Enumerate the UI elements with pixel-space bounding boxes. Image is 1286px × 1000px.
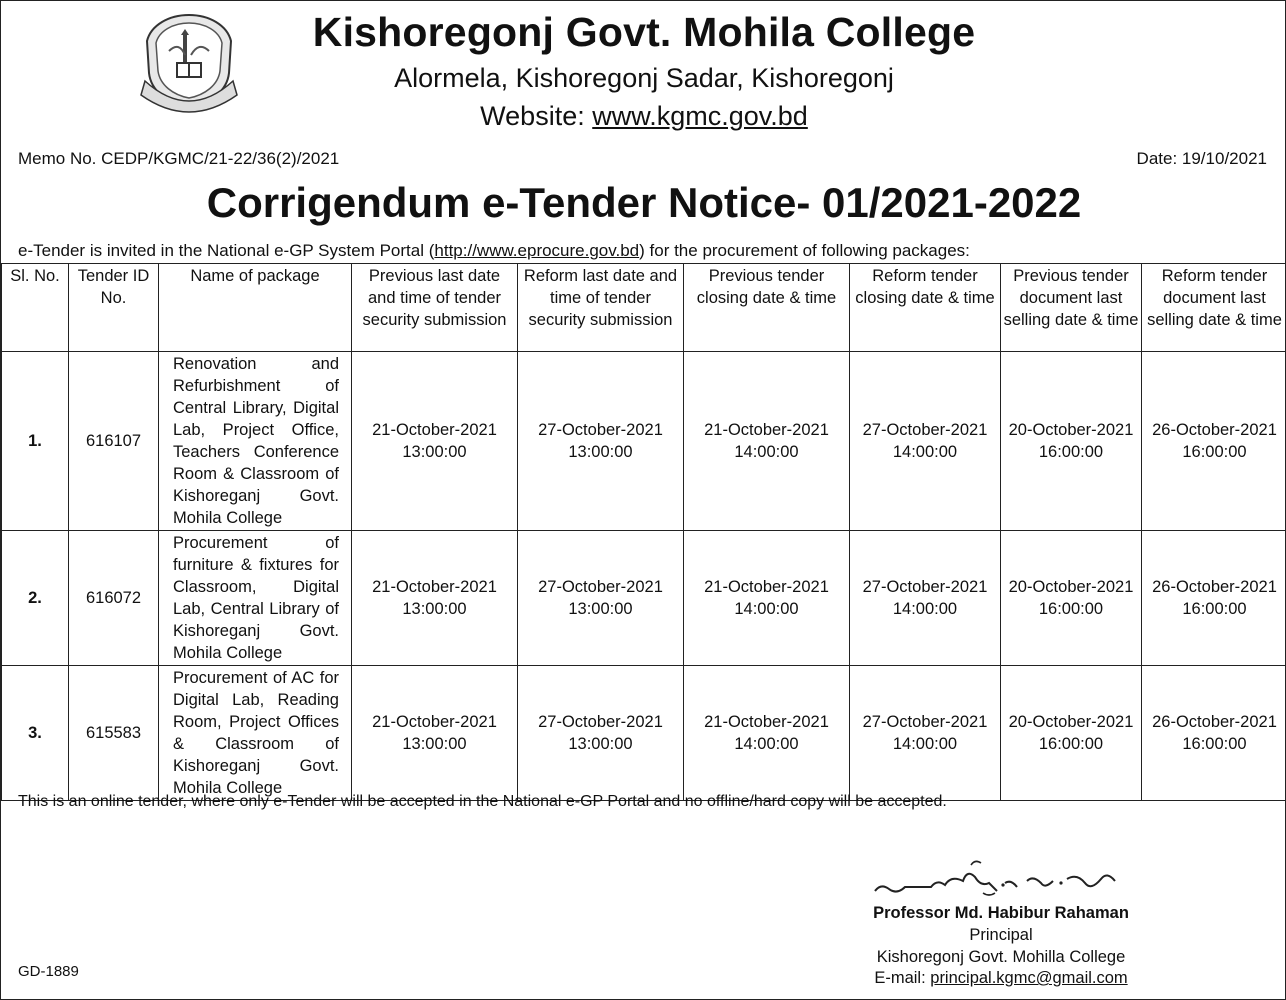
cell-time: 14:00:00 [892, 443, 958, 461]
row-tender-id: 615583 [69, 666, 159, 801]
row-sl: 3. [2, 666, 69, 801]
header-reform-security: Reform last date and time of tender security submission [518, 264, 684, 352]
cell-date: 27-October-2021 [538, 421, 663, 439]
cell-date: 21-October-2021 [704, 713, 829, 731]
cell-time: 14:00:00 [892, 600, 958, 618]
row-reform-selling [1142, 531, 1286, 666]
cell-date: 21-October-2021 [704, 421, 829, 439]
cell-date: 20-October-2021 [1008, 421, 1134, 439]
row-prev-security [352, 531, 518, 666]
website-link[interactable]: www.kgmc.gov.bd [592, 101, 808, 131]
row-reform-selling [1142, 352, 1286, 531]
signatory-name: Professor Md. Habibur Rahaman [873, 904, 1129, 922]
row-prev-selling [1001, 666, 1142, 801]
cell-date: 27-October-2021 [862, 421, 988, 439]
intro-before: e-Tender is invited in the National e-GP System Portal ( [18, 241, 435, 260]
cell-time: 14:00:00 [734, 443, 799, 461]
row-tender-id: 616107 [69, 352, 159, 531]
cell-time: 13:00:00 [402, 443, 467, 461]
signatory-organization: Kishoregonj Govt. Mohilla College [876, 948, 1126, 966]
row-prev-security [352, 666, 518, 801]
cell-time: 13:00:00 [402, 735, 467, 753]
cell-date: 21-October-2021 [372, 713, 497, 731]
row-reform-security [518, 666, 684, 801]
intro-text [18, 241, 970, 261]
cell-time: 16:00:00 [1182, 443, 1247, 461]
table-header-row [2, 264, 1286, 352]
notice-title: Corrigendum e-Tender Notice- 01/2021-2022 [206, 179, 1082, 226]
cell-date: 21-October-2021 [704, 578, 829, 596]
row-prev-closing [684, 531, 850, 666]
footnote: This is an online tender, where only e-Tender will be accepted in the National e-GP Portal and no offline/hard copy will be accepted. [18, 793, 947, 810]
row-sl: 1. [2, 352, 69, 531]
college-name: Kishoregonj Govt. Mohila College [312, 9, 976, 55]
gd-number: GD-1889 [18, 963, 79, 980]
email-link[interactable]: principal.kgmc@gmail.com [930, 969, 1128, 987]
cell-date: 20-October-2021 [1008, 578, 1134, 596]
row-prev-closing [684, 666, 850, 801]
header-reform-closing: Reform tender closing date & time [850, 264, 1001, 352]
email-label: E-mail: [874, 969, 931, 987]
cell-date: 27-October-2021 [862, 578, 988, 596]
eprocure-link[interactable]: http://www.eprocure.gov.bd [434, 241, 640, 260]
notice-date: Date: 19/10/2021 [1136, 149, 1267, 168]
row-sl: 2. [2, 531, 69, 666]
row-tender-id: 616072 [69, 531, 159, 666]
header-reform-selling: Reform tender document last selling date & time [1142, 264, 1286, 352]
header-prev-closing: Previous tender closing date & time [684, 264, 850, 352]
tender-table [1, 263, 1286, 801]
header-prev-selling: Previous tender document last selling date & time [1001, 264, 1142, 352]
row-reform-security [518, 531, 684, 666]
cell-date: 21-October-2021 [372, 421, 497, 439]
signature-icon [871, 857, 1131, 901]
cell-date: 26-October-2021 [1152, 578, 1277, 596]
row-prev-security [352, 352, 518, 531]
cell-time: 14:00:00 [892, 735, 958, 753]
row-reform-selling [1142, 666, 1286, 801]
header-prev-security: Previous last date and time of tender security submission [352, 264, 518, 352]
table-row [2, 666, 1286, 801]
cell-time: 13:00:00 [568, 443, 633, 461]
table-row [2, 531, 1286, 666]
cell-date: 21-October-2021 [372, 578, 497, 596]
row-package: Procurement of furniture & fixtures for Classroom, Digital Lab, Central Library of Kishoreganj Govt. Mohila College [159, 531, 352, 666]
row-reform-closing [850, 666, 1001, 801]
row-prev-selling [1001, 531, 1142, 666]
row-reform-security [518, 352, 684, 531]
cell-time: 13:00:00 [568, 735, 633, 753]
cell-time: 14:00:00 [734, 735, 799, 753]
header-tender-id: Tender ID No. [69, 264, 159, 352]
cell-time: 16:00:00 [1038, 735, 1104, 753]
header-sl: Sl. No. [2, 264, 69, 352]
row-prev-closing [684, 352, 850, 531]
cell-time: 16:00:00 [1182, 735, 1247, 753]
cell-time: 13:00:00 [402, 600, 467, 618]
college-address: Alormela, Kishoregonj Sadar, Kishoregonj [394, 63, 894, 93]
row-reform-closing [850, 352, 1001, 531]
cell-time: 16:00:00 [1038, 600, 1104, 618]
cell-time: 13:00:00 [568, 600, 633, 618]
memo-number: Memo No. CEDP/KGMC/21-22/36(2)/2021 [18, 149, 340, 168]
row-package: Procurement of AC for Digital Lab, Reading Room, Project Offices & Classroom of Kishoreganj Govt. Mohila College [159, 666, 352, 801]
table-row [2, 352, 1286, 531]
cell-date: 27-October-2021 [862, 713, 988, 731]
cell-time: 16:00:00 [1038, 443, 1104, 461]
row-package: Renovation and Refurbishment of Central Library, Digital Lab, Project Office, Teachers Conference Room & Classroom of Kishoreganj Govt. Mohila College [159, 352, 352, 531]
cell-date: 20-October-2021 [1008, 713, 1134, 731]
row-prev-selling [1001, 352, 1142, 531]
cell-date: 26-October-2021 [1152, 713, 1277, 731]
header-package: Name of package [159, 264, 352, 352]
cell-time: 14:00:00 [734, 600, 799, 618]
cell-date: 27-October-2021 [538, 578, 663, 596]
college-website [1, 101, 1286, 132]
row-reform-closing [850, 531, 1001, 666]
signatory-title: Principal [969, 926, 1033, 944]
website-label: Website: [480, 101, 593, 131]
cell-time: 16:00:00 [1182, 600, 1247, 618]
cell-date: 26-October-2021 [1152, 421, 1277, 439]
intro-after: ) for the procurement of following packages: [639, 241, 970, 260]
signatory-email [841, 967, 1161, 989]
cell-date: 27-October-2021 [538, 713, 663, 731]
